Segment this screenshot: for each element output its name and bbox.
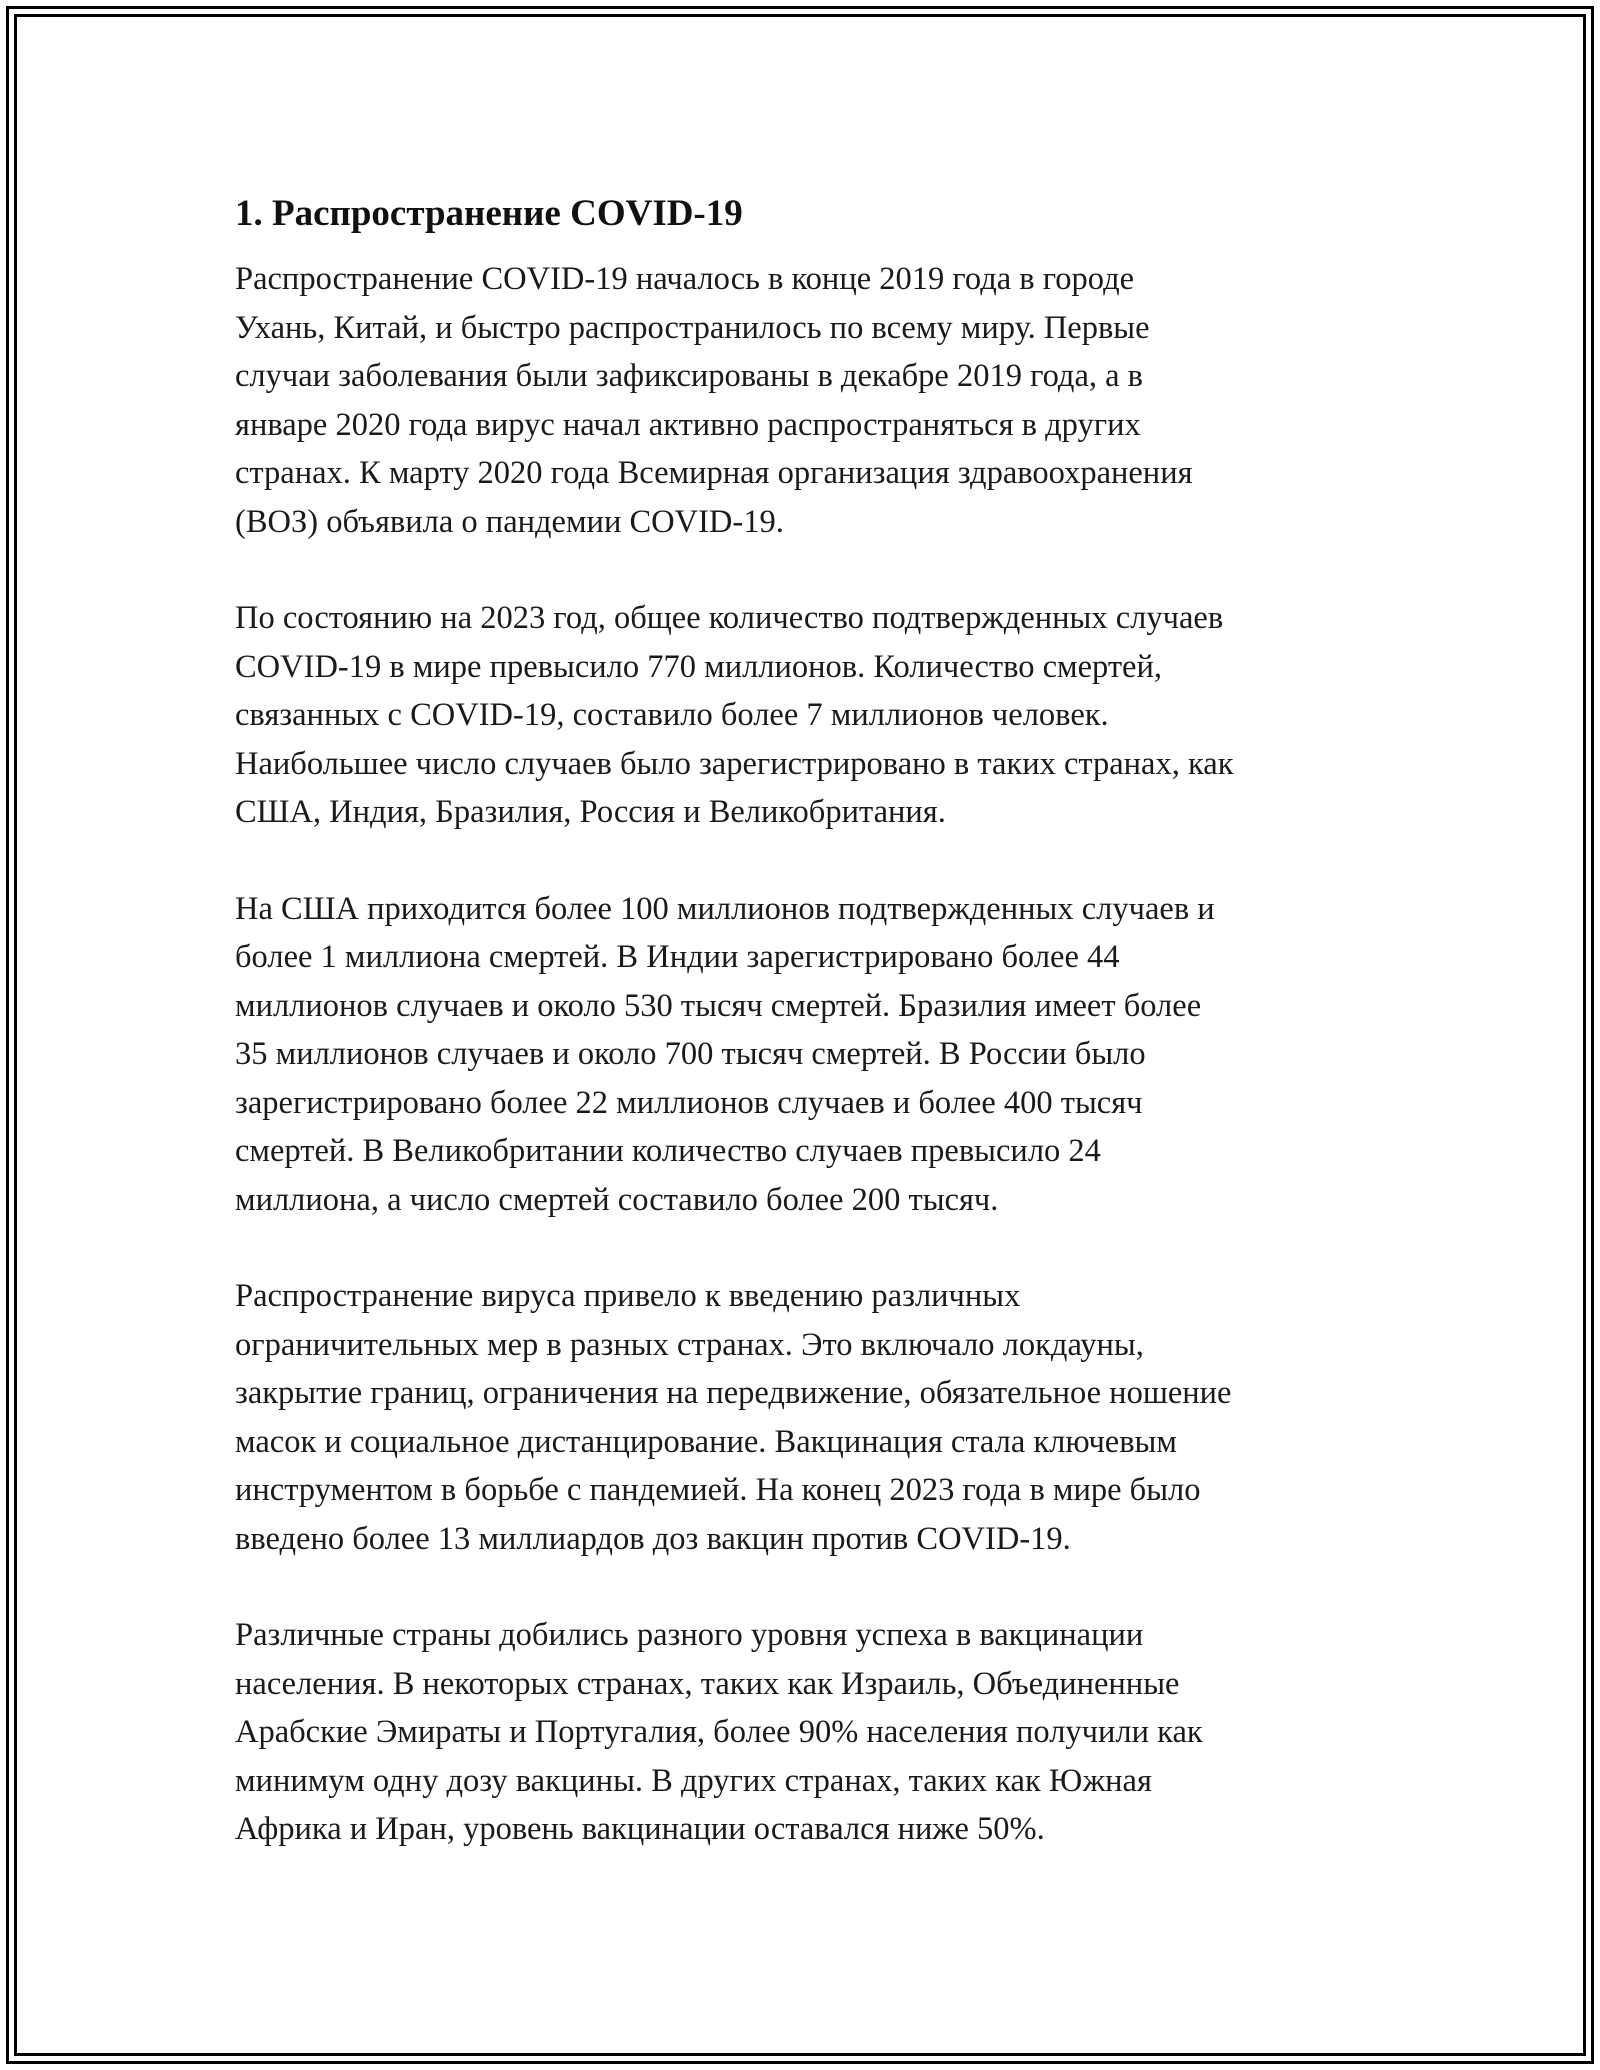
section-heading: 1. Распространение COVID-19 xyxy=(235,193,743,234)
text-line: Распространение COVID-19 началось в конце 2019 года в городе xyxy=(235,261,1135,297)
paragraph-spread-origin xyxy=(235,255,1375,546)
text-line: (ВОЗ) объявила о пандемии COVID-19. xyxy=(235,503,784,540)
text-line: Распространение вируса привело к введению различных xyxy=(235,1278,1021,1314)
text-line: населения. В некоторых странах, таких как Израиль, Объединенные xyxy=(235,1665,1180,1702)
text-line: миллиона, а число смертей составило более 200 тысяч. xyxy=(235,1181,999,1218)
text-line: Ухань, Китай, и быстро распространилось по всему миру. Первые xyxy=(235,309,1150,346)
text-line: смертей. В Великобритании количество случаев превысило 24 xyxy=(235,1133,1101,1169)
paragraph-global-statistics xyxy=(235,594,1375,837)
text-line: На США приходится более 100 миллионов подтвержденных случаев и xyxy=(235,890,1215,927)
text-line: США, Индия, Бразилия, Россия и Великобритания. xyxy=(235,794,946,830)
text-line: инструментом в борьбе с пандемией. На конец 2023 года в мире было xyxy=(235,1472,1201,1508)
text-line: минимум одну дозу вакцины. В других странах, таких как Южная xyxy=(235,1762,1152,1799)
text-line: Наибольшее число случаев было зарегистрировано в таких странах, как xyxy=(235,745,1234,782)
paragraph-restrictions xyxy=(235,1272,1375,1563)
paragraph-country-statistics xyxy=(235,885,1375,1225)
text-line: зарегистрировано более 22 миллионов случаев и более 400 тысяч xyxy=(235,1084,1143,1121)
text-line: случаи заболевания были зафиксированы в декабре 2019 года, а в xyxy=(235,358,1144,394)
text-line: По состоянию на 2023 год, общее количество подтвержденных случаев xyxy=(235,600,1224,636)
text-line: закрытие границ, ограничения на передвижение, обязательное ношение xyxy=(235,1375,1232,1411)
text-line: COVID-19 в мире превысило 770 миллионов. Количество смертей, xyxy=(235,648,1162,685)
text-line: 35 миллионов случаев и около 700 тысяч смертей. В России было xyxy=(235,1036,1146,1072)
text-line: миллионов случаев и около 530 тысяч смертей. Бразилия имеет более xyxy=(235,987,1202,1024)
text-line: Арабские Эмираты и Португалия, более 90% населения получили как xyxy=(235,1714,1203,1750)
text-line: связанных с COVID-19, составило более 7 миллионов человек. xyxy=(235,697,1109,733)
text-line: Африка и Иран, уровень вакцинации оставался ниже 50%. xyxy=(235,1811,1045,1847)
document-body xyxy=(235,185,1375,1902)
text-line: более 1 миллиона смертей. В Индии зарегистрировано более 44 xyxy=(235,939,1120,975)
text-line: январе 2020 года вирус начал активно распространяться в других xyxy=(235,406,1141,443)
text-line: ограничительных мер в разных странах. Это включало локдауны, xyxy=(235,1326,1144,1363)
text-line: Различные страны добились разного уровня успеха в вакцинации xyxy=(235,1617,1144,1653)
text-line: масок и социальное дистанцирование. Вакцинация стала ключевым xyxy=(235,1423,1177,1460)
paragraph-vaccination xyxy=(235,1611,1375,1854)
text-line: введено более 13 миллиардов доз вакцин против COVID-19. xyxy=(235,1520,1071,1557)
text-line: странах. К марту 2020 года Всемирная организация здравоохранения xyxy=(235,455,1193,491)
